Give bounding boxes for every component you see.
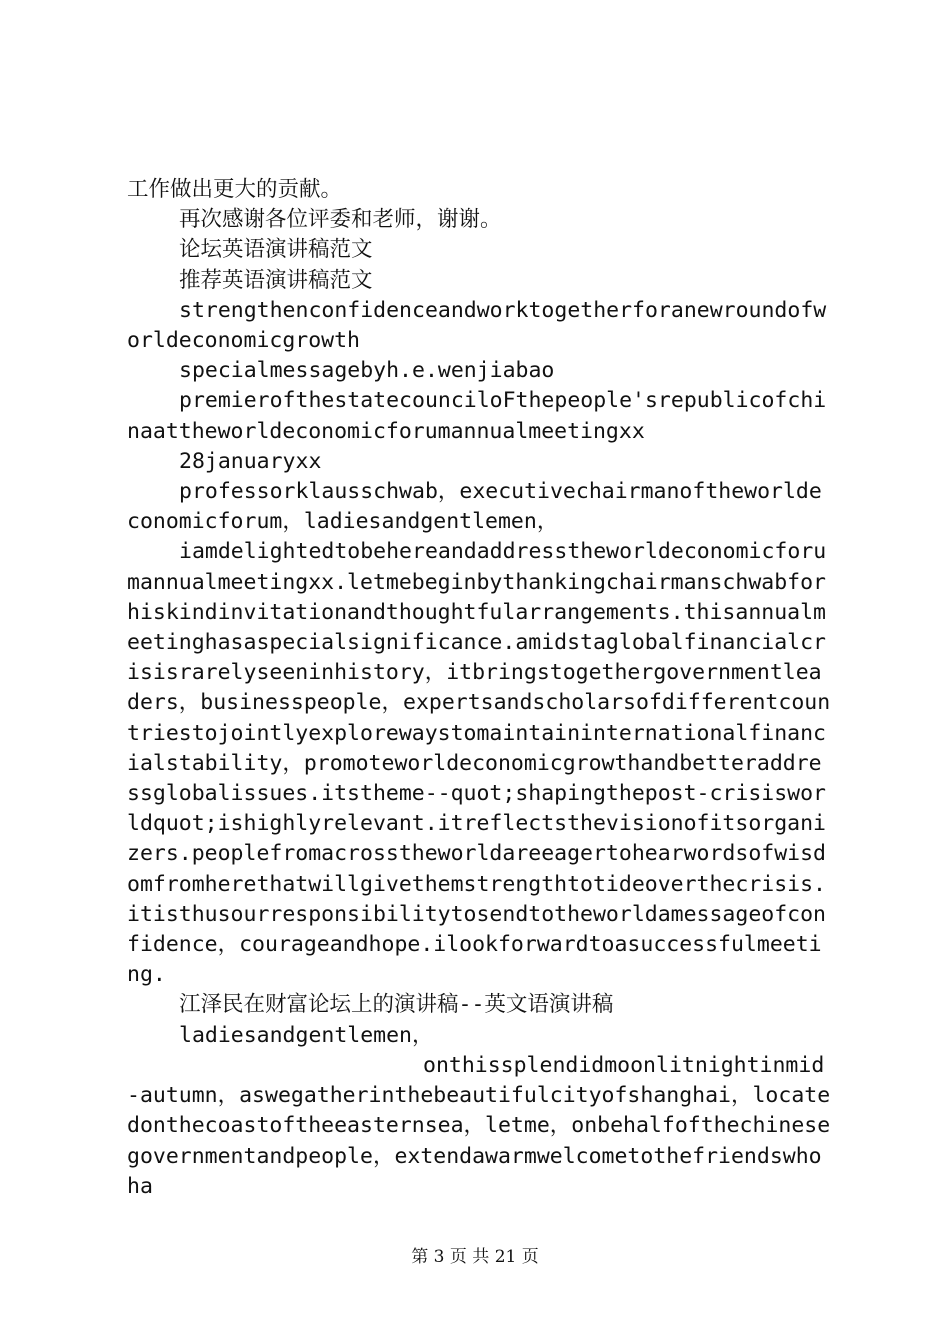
- page-number: 第 3 页 共 21 页: [411, 1247, 539, 1267]
- paragraph-thanks: 再次感谢各位评委和老师，谢谢。: [179, 207, 502, 233]
- jiang-salutation: ladiesandgentlemen，: [179, 1022, 434, 1048]
- heading-recommended-speech: 推荐英语演讲稿范文: [179, 267, 373, 293]
- speech-title: strengthenconfidenceandworktogetherforanewroundofworldeconomicgrowth: [127, 297, 827, 354]
- speech-body: iamdelightedtobehereandaddresstheworldeconomicforumannualmeetingxx.letmebeginbythankingchairmanschwabforhiskindinvitationandthoughtfularrangements.thisannualmeetinghasaspecialsignificance.amidstaglobalfinancialcrisisrarelyseeninhistory，itbringstogethergovernmentleaders，businesspeople，expertsandscholarsofdifferentcountriestojointlyexplorewaystomaintaininternationalfinancialstability，promoteworldeconomicgrowthandbetteraddressglobalissues.itstheme--quot;shapingthepost-crisisworldquot;ishighlyrelevant.itreflectsthevisionofitsorganizers.peoplefromacrosstheworldareeagertohearwordsofwisdomfromherethatwillgivethemstrengthtotideoverthecrisis.itisthusourresponsibilitytosendtotheworldamessageofconfidence，courageandhope.ilookforwardtoasuccessfulmeeting.: [127, 539, 831, 988]
- paragraph-continuation: 工作做出更大的贡献。: [127, 177, 343, 202]
- speech-salutation: professorklausschwab，executivechairmanoftheworldeconomicforum，ladiesandgentlemen，: [127, 479, 822, 535]
- document-body: [127, 175, 833, 1202]
- speech-date: 28januaryxx: [179, 448, 322, 474]
- speech-occasion: premierofthestatecounciloFthepeople'srepublicofchinaattheworldeconomicforumannualmeetingxx: [127, 388, 827, 444]
- jiang-body: onthissplendidmoonlitnightinmid-autumn，aswegatherinthebeautifulcityofshanghai，locatedonthecoastoftheeasternsea，letme，onbehalfofthechinesegovernmentandpeople，extendawarmwelcometothefriendswhoha: [127, 1052, 831, 1199]
- heading-forum-speech: 论坛英语演讲稿范文: [179, 237, 373, 263]
- heading-jiang-speech: 江泽民在财富论坛上的演讲稿--英文语演讲稿: [179, 992, 614, 1018]
- speech-byline: specialmessagebyh.e.wenjiabao: [179, 358, 555, 384]
